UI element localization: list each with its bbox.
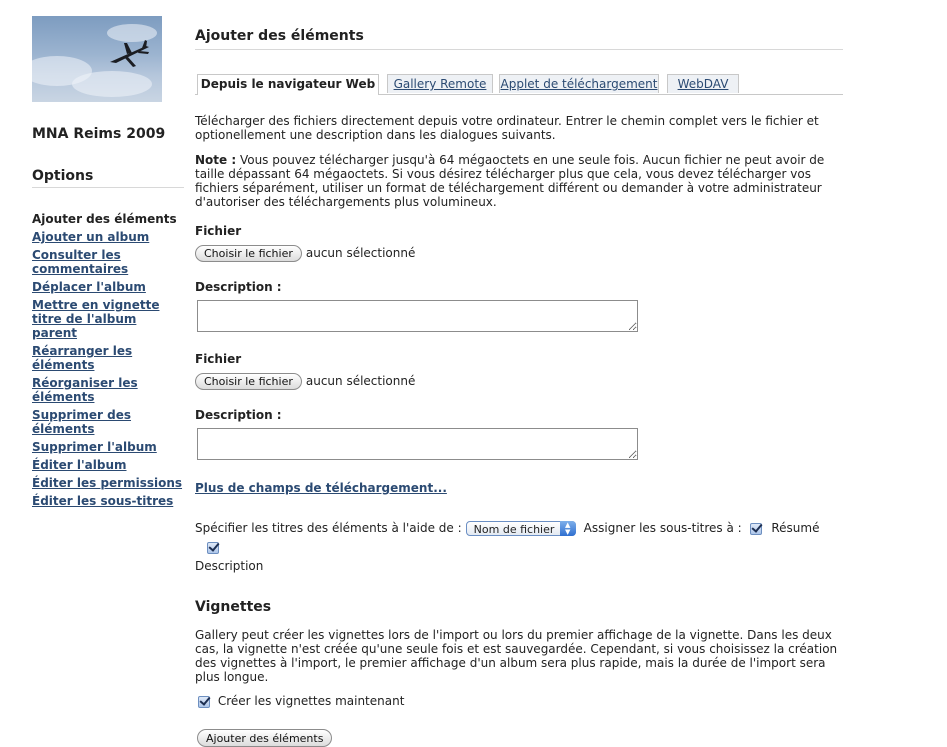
caption-summary-label: Résumé bbox=[771, 521, 820, 535]
choose-file-button-1[interactable]: Choisir le fichier bbox=[195, 245, 302, 262]
option-delete-album[interactable]: Supprimer l'album bbox=[32, 440, 157, 454]
title-caption-options bbox=[195, 519, 843, 576]
create-thumbnails-row bbox=[198, 694, 843, 708]
file-label-1: Fichier bbox=[195, 224, 242, 238]
file-status-2: aucun sélectionné bbox=[305, 374, 416, 388]
option-edit-permissions[interactable]: Éditer les permissions bbox=[32, 476, 183, 490]
options-list bbox=[32, 212, 184, 508]
tab-webdav[interactable] bbox=[667, 74, 739, 93]
option-edit-captions[interactable]: Éditer les sous-titres bbox=[32, 494, 174, 508]
tab-gallery-remote-link[interactable]: Gallery Remote bbox=[393, 77, 487, 91]
tab-upload-applet-link[interactable]: Applet de téléchargement bbox=[500, 77, 658, 91]
option-reorder-items[interactable]: Réorganiser les éléments bbox=[32, 376, 138, 404]
file-row-1 bbox=[195, 244, 843, 262]
vignettes-text: Gallery peut créer les vignettes lors de l'import ou lors du premier affichage de la vignette. Dans les deux cas, la vignette n'est créée qu'une seule fois et est sauvegardée. Cependant, si vous choisissez la création des vignettes à l'import, le premier affichage d'un album sera plus rapide, mais la durée de l'import sera plus longue. bbox=[195, 628, 838, 684]
option-make-parent-highlight[interactable]: Mettre en vignette titre de l'album parent bbox=[32, 298, 160, 340]
title-source-select[interactable] bbox=[466, 521, 576, 536]
description-textarea-1[interactable] bbox=[197, 300, 638, 332]
album-thumbnail[interactable] bbox=[32, 16, 162, 102]
file-row-2 bbox=[195, 372, 843, 390]
airplane-icon bbox=[32, 16, 162, 102]
create-thumbnails-checkbox[interactable] bbox=[198, 696, 210, 708]
captions-label: Assigner les sous-titres à : bbox=[583, 521, 742, 535]
note-label: Note : bbox=[195, 153, 237, 167]
option-add-items: Ajouter des éléments bbox=[32, 212, 177, 226]
create-thumbnails-label: Créer les vignettes maintenant bbox=[217, 694, 405, 708]
vignettes-heading: Vignettes bbox=[195, 599, 272, 615]
page-title: Ajouter des éléments bbox=[195, 28, 843, 50]
option-add-album[interactable]: Ajouter un album bbox=[32, 230, 150, 244]
option-move-album[interactable]: Déplacer l'album bbox=[32, 280, 146, 294]
caption-description-label: Description bbox=[195, 559, 264, 573]
description-textarea-2[interactable] bbox=[197, 428, 638, 460]
tab-gallery-remote[interactable] bbox=[387, 74, 493, 93]
file-label-2: Fichier bbox=[195, 352, 242, 366]
option-view-comments[interactable]: Consulter les commentaires bbox=[32, 248, 129, 276]
option-delete-items[interactable]: Supprimer des éléments bbox=[32, 408, 132, 436]
submit-row bbox=[197, 729, 843, 747]
title-source-value: Nom de fichier bbox=[473, 523, 555, 536]
options-heading: Options bbox=[32, 168, 184, 188]
option-edit-album[interactable]: Éditer l'album bbox=[32, 458, 127, 472]
description-label-2: Description : bbox=[195, 408, 282, 422]
file-status-1: aucun sélectionné bbox=[305, 246, 416, 260]
main-content bbox=[195, 28, 843, 747]
tab-bar bbox=[195, 74, 843, 95]
choose-file-button-2[interactable]: Choisir le fichier bbox=[195, 373, 302, 390]
select-arrows-icon: ▲ ▼ bbox=[560, 521, 576, 536]
note-body: Vous pouvez télécharger jusqu'à 64 mégaoctets en une seule fois. Aucun fichier ne peut avoir de taille dépassant 64 mégaoctets. Si vous désirez télécharger plus que cela, vous devez télécharger vos fichiers séparément, utiliser un format de téléchargement différent ou demander à votre administrateur d'autoriser des téléchargements plus volumineux. bbox=[195, 153, 825, 209]
description-label-1: Description : bbox=[195, 280, 282, 294]
more-upload-fields-link[interactable]: Plus de champs de téléchargement... bbox=[195, 481, 447, 495]
intro-text: Télécharger des fichiers directement depuis votre ordinateur. Entrer le chemin complet vers le fichier et optionellement une description dans les dialogues suivants. bbox=[195, 114, 819, 142]
add-items-submit-button[interactable]: Ajouter des éléments bbox=[197, 729, 332, 747]
note-text bbox=[195, 153, 843, 209]
caption-summary-checkbox[interactable] bbox=[750, 523, 762, 535]
titles-label: Spécifier les titres des éléments à l'aide de : bbox=[195, 521, 462, 535]
caption-description-checkbox[interactable] bbox=[207, 542, 219, 554]
album-title: MNA Reims 2009 bbox=[32, 126, 166, 142]
tab-web-browser[interactable]: Depuis le navigateur Web bbox=[197, 74, 379, 95]
option-rearrange-items[interactable]: Réarranger les éléments bbox=[32, 344, 133, 372]
sidebar bbox=[32, 16, 184, 512]
tab-webdav-link[interactable]: WebDAV bbox=[677, 77, 729, 91]
tab-upload-applet[interactable] bbox=[499, 74, 659, 93]
